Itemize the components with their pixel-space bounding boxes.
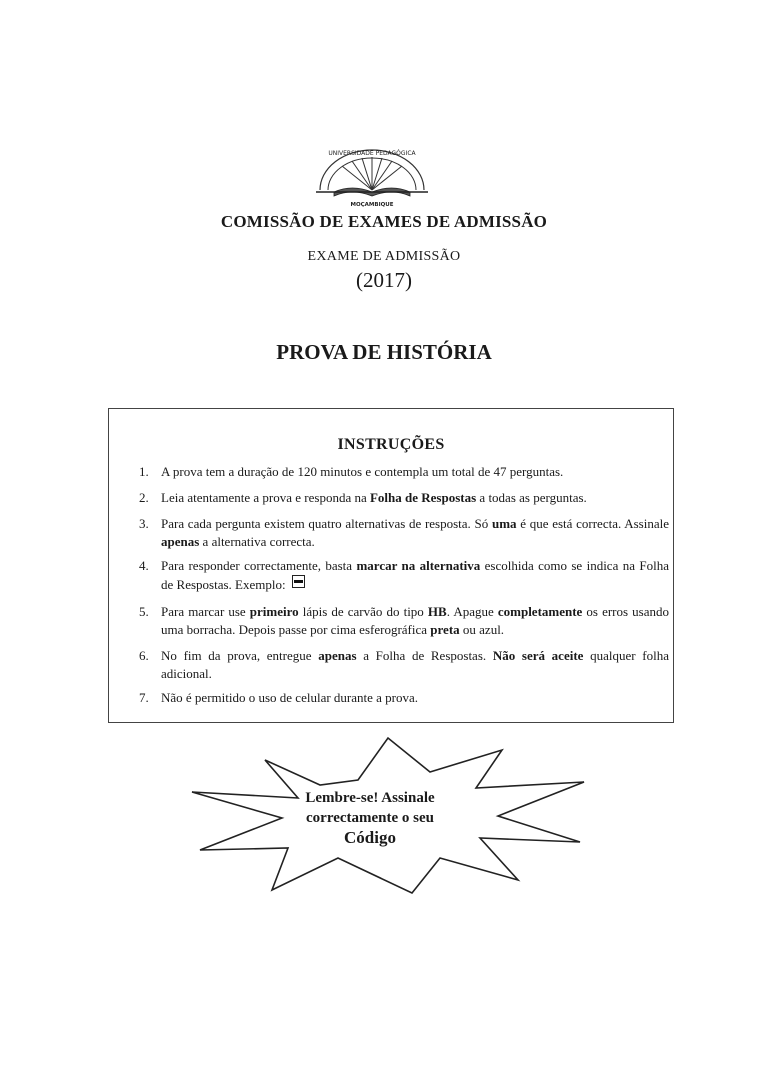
instruction-bold-text: apenas <box>161 534 200 549</box>
filled-answer-box-icon <box>292 575 305 588</box>
instruction-text-run: lápis de carvão do tipo <box>298 604 428 619</box>
exam-subject: PROVA DE HISTÓRIA <box>276 340 492 364</box>
reminder-line-3: Código <box>344 828 396 847</box>
instruction-text-run: A prova tem a duração de 120 minutos e contempla um total de 47 perguntas. <box>161 464 564 479</box>
instruction-text-run: Para cada pergunta existem quatro alternativas de resposta. Só <box>161 516 492 531</box>
instruction-text-run: ou azul. <box>459 622 505 637</box>
exam-label: EXAME DE ADMISSÃO <box>307 249 461 264</box>
instruction-text-run: . Apague <box>446 604 498 619</box>
reminder-text <box>270 788 470 848</box>
instruction-number: 1. <box>139 464 149 479</box>
instruction-text-run: a alternativa correcta. <box>199 534 315 549</box>
instruction-text-run: qualquer folha adicional. <box>161 648 669 681</box>
instruction-bold-text: Não será aceite <box>492 648 584 663</box>
instructions-box <box>108 408 674 723</box>
instruction-number: 3. <box>139 516 149 531</box>
seal-arc-text: UNIVERSIDADE PEDAGÓGICA <box>328 150 416 157</box>
instruction-text-run: os erros usando uma borracha. Depois passe por cima esferográfica <box>161 604 669 637</box>
instruction-bold-text: preta <box>430 622 460 637</box>
exam-year: (2017) <box>356 268 412 292</box>
instruction-number: 5. <box>139 604 149 619</box>
instruction-number: 7. <box>139 690 149 705</box>
instruction-bold-text: uma <box>491 516 517 531</box>
instruction-text <box>161 489 669 507</box>
instruction-bold-text: completamente <box>497 604 583 619</box>
instructions-title: INSTRUÇÕES <box>337 436 445 453</box>
instruction-bold-text: primeiro <box>249 604 299 619</box>
reminder-line-1: Lembre-se! Assinale <box>305 790 435 806</box>
instruction-text <box>161 515 669 551</box>
instruction-text <box>161 463 669 481</box>
instruction-text <box>161 689 669 707</box>
instruction-text-run: a todas as perguntas. <box>476 490 587 505</box>
commission-title: COMISSÃO DE EXAMES DE ADMISSÃO <box>220 212 548 231</box>
instruction-text-run: escolhida como se indica na Folha de Respostas. Exemplo: <box>161 558 669 592</box>
seal-bottom-text: MOÇAMBIQUE <box>350 202 394 208</box>
university-seal-icon <box>312 146 432 210</box>
instruction-number: 2. <box>139 490 149 505</box>
instruction-number: 4. <box>139 558 149 573</box>
instruction-text-run: No fim da prova, entregue <box>161 648 319 663</box>
instruction-text <box>161 557 669 594</box>
instruction-text-run: Leia atentamente a prova e responda na <box>161 490 370 505</box>
instruction-text-run: Para responder correctamente, basta <box>161 558 357 573</box>
instruction-bold-text: marcar na alternativa <box>356 558 481 573</box>
instruction-text-run: Não é permitido o uso de celular durante a prova. <box>161 690 419 705</box>
instruction-text <box>161 603 669 639</box>
instruction-text <box>161 647 669 683</box>
instruction-bold-text: HB <box>427 604 447 619</box>
instruction-bold-text: apenas <box>318 648 357 663</box>
reminder-line-2: correctamente o seu <box>306 810 434 826</box>
instruction-text-run: Para marcar use <box>161 604 250 619</box>
instruction-number: 6. <box>139 648 149 663</box>
instruction-text-run: a Folha de Respostas. <box>356 648 493 663</box>
instruction-bold-text: Folha de Respostas <box>369 490 477 505</box>
instruction-text-run: é que está correcta. Assinale <box>516 516 669 531</box>
